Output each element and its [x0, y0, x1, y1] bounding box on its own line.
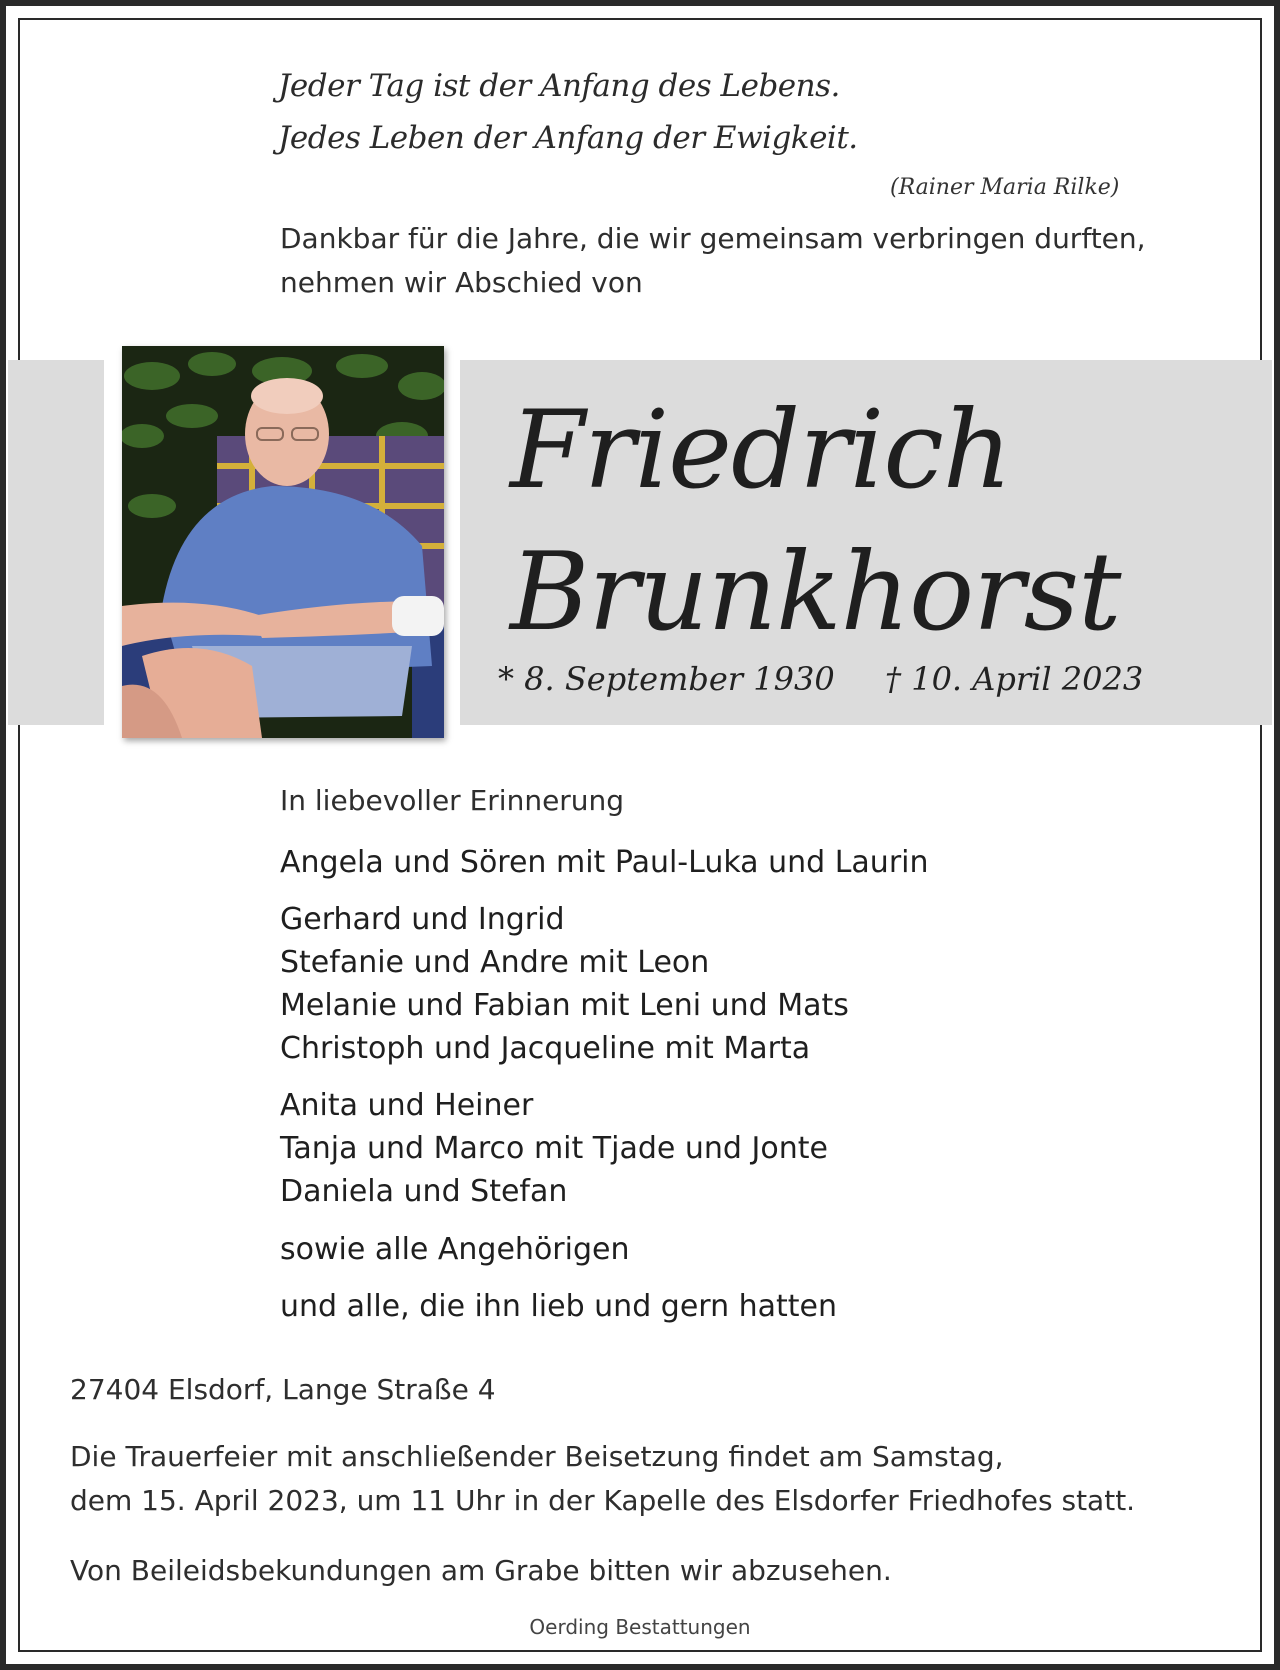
friends-line: und alle, die ihn lieb und gern hatten	[280, 1289, 838, 1324]
intro-line-2: nehmen wir Abschied von	[280, 266, 643, 299]
life-dates	[498, 660, 1143, 698]
family-line: Christoph und Jacqueline mit Marta	[280, 1031, 811, 1066]
funeral-home: Oerding Bestattungen	[529, 1615, 751, 1639]
quote-author: (Rainer Maria Rilke)	[890, 175, 1120, 200]
deceased-first-name: Friedrich	[510, 388, 1012, 513]
condolence-note: Von Beileidsbekundungen am Grabe bitten wir abzusehen.	[70, 1554, 892, 1587]
family-line: Gerhard und Ingrid	[280, 902, 565, 937]
band-left	[8, 360, 104, 725]
inner-frame	[18, 18, 1262, 1652]
quote-line-1: Jeder Tag ist der Anfang des Lebens.	[278, 68, 840, 104]
ceremony-line-2: dem 15. April 2023, um 11 Uhr in der Kapelle des Elsdorfer Friedhofes statt.	[70, 1484, 1136, 1517]
family-line: Stefanie und Andre mit Leon	[280, 945, 710, 980]
ceremony-line-1: Die Trauerfeier mit anschließender Beisetzung findet am Samstag,	[70, 1440, 1004, 1473]
family-line: Melanie und Fabian mit Leni und Mats	[280, 988, 849, 1023]
relatives-line: sowie alle Angehörigen	[280, 1232, 630, 1267]
family-line: Angela und Sören mit Paul-Luka und Laurin	[280, 845, 929, 880]
portrait-photo	[122, 346, 444, 738]
intro-line-1: Dankbar für die Jahre, die wir gemeinsam verbringen durften,	[280, 222, 1146, 255]
family-line: Daniela und Stefan	[280, 1174, 568, 1209]
address: 27404 Elsdorf, Lange Straße 4	[70, 1373, 496, 1406]
memory-heading: In liebevoller Erinnerung	[280, 784, 625, 817]
deceased-last-name: Brunkhorst	[510, 530, 1121, 655]
family-line: Anita und Heiner	[280, 1088, 534, 1123]
family-line: Tanja und Marco mit Tjade und Jonte	[280, 1131, 828, 1166]
death-date: † 10. April 2023	[885, 660, 1144, 698]
birth-date: * 8. September 1930	[498, 660, 835, 698]
quote-line-2: Jedes Leben der Anfang der Ewigkeit.	[278, 120, 858, 156]
